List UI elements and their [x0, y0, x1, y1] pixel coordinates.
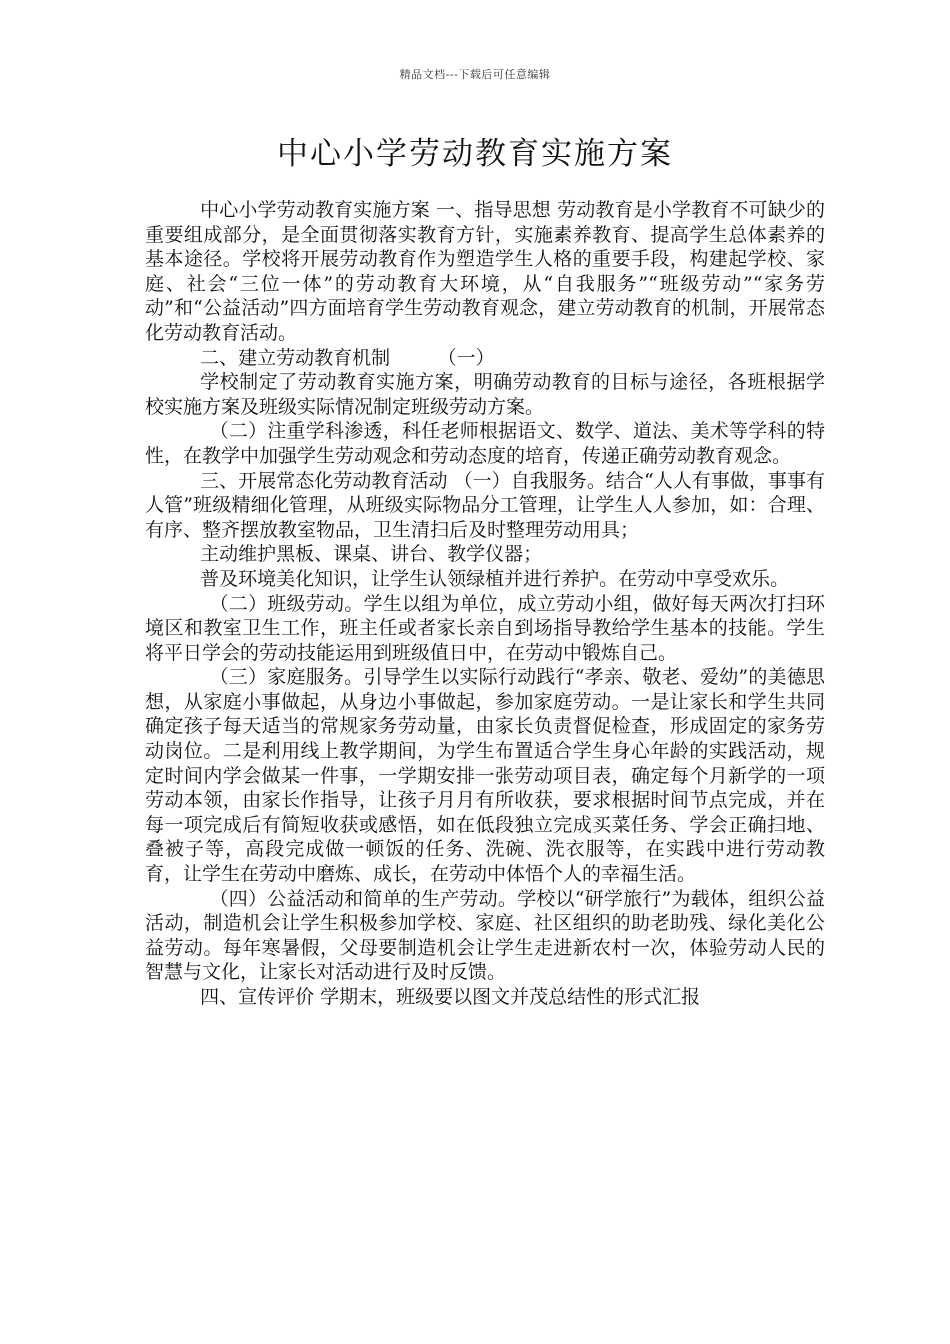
paragraph-section-2-heading: 二、建立劳动教育机制 （一） — [200, 346, 495, 369]
paragraph-section-3-self-service: 三、开展常态化劳动教育活动 （一）自我服务。结合“人人有事做，事事有人管”班级精细化管理，从班级实际物品分工管理，让学生人人参加，如：合理、有序、整齐摆放教室物品，卫生清扫后及时整理劳动用具； — [145, 469, 825, 541]
paragraph-section-2-item-2: （二）注重学科渗透，科任老师根据语文、数学、道法、美术等学科的特性，在教学中加强学生劳动观念和劳动态度的培育，传递正确劳动教育观念。 — [145, 420, 825, 467]
paragraph-family-service: （三）家庭服务。引导学生以实际行动践行“孝亲、敬老、爱幼”的美德思想，从家庭小事做起，从身边小事做起，参加家庭劳动。一是让家长和学生共同确定孩子每天适当的常规家务劳动量，由家长负责督促检查，形成固定的家务劳动岗位。二是利用线上教学期间，为学生布置适合学生身心年龄的实践活动，规定时间内学会做某一件事，一学期安排一张劳动项目表，确定每个月新学的一项劳动本领，由家长作指导，让孩子月月有所收获，要求根据时间节点完成，并在每一项完成后有简短收获或感悟，如在低段独立完成买菜任务、学会正确扫地、叠被子等，高段完成做一顿饭的任务、洗碗、洗衣服等，在实践中进行劳动教育，让学生在劳动中磨炼、成长，在劳动中体悟个人的幸福生活。 — [145, 666, 825, 886]
document-body — [145, 198, 825, 1010]
document-title: 中心小学劳动教育实施方案 — [277, 136, 673, 172]
paragraph-green-plants: 普及环境美化知识，让学生认领绿植并进行养护。在劳动中享受欢乐。 — [200, 567, 790, 590]
paragraph-class-labor: （二）班级劳动。学生以组为单位，成立劳动小组，做好每天两次打扫环境区和教室卫生工作，班主任或者家长亲自到场指导教给学生基本的技能。学生将平日学会的劳动技能运用到班级值日中，在劳动中锻炼自己。 — [145, 592, 825, 664]
paragraph-guiding-thought: 中心小学劳动教育实施方案 一、指导思想 劳动教育是小学教育不可缺少的重要组成部分，是全面贯彻落实教育方针，实施素养教育、提高学生总体素养的基本途径。学校将开展劳动教育作为塑造学生人格的重要手段，构建起学校、家庭、社会“三位一体”的劳动教育大环境，从“自我服务”“班级劳动”“家务劳动”和“公益活动”四方面培育学生劳动教育观念，建立劳动教育的机制，开展常态化劳动教育活动。 — [145, 199, 825, 344]
page-header-note: 精品文档---下载后可任意编辑 — [399, 68, 551, 81]
paragraph-maintain-classroom: 主动维护黑板、课桌、讲台、教学仪器； — [200, 543, 543, 566]
paragraph-section-4-evaluation: 四、宣传评价 学期末，班级要以图文并茂总结性的形式汇报 — [200, 986, 701, 1008]
paragraph-public-welfare: （四）公益活动和简单的生产劳动。学校以“研学旅行”为载体，组织公益活动，制造机会让学生积极参加学校、家庭、社区组织的助老助残、绿化美化公益劳动。每年寒暑假，父母要制造机会让学生走进新农村一次，体验劳动人民的智慧与文化，让家长对活动进行及时反馈。 — [145, 887, 825, 984]
paragraph-section-2-item-1: 学校制定了劳动教育实施方案，明确劳动教育的目标与途径，各班根据学校实施方案及班级实际情况制定班级劳动方案。 — [145, 371, 825, 418]
